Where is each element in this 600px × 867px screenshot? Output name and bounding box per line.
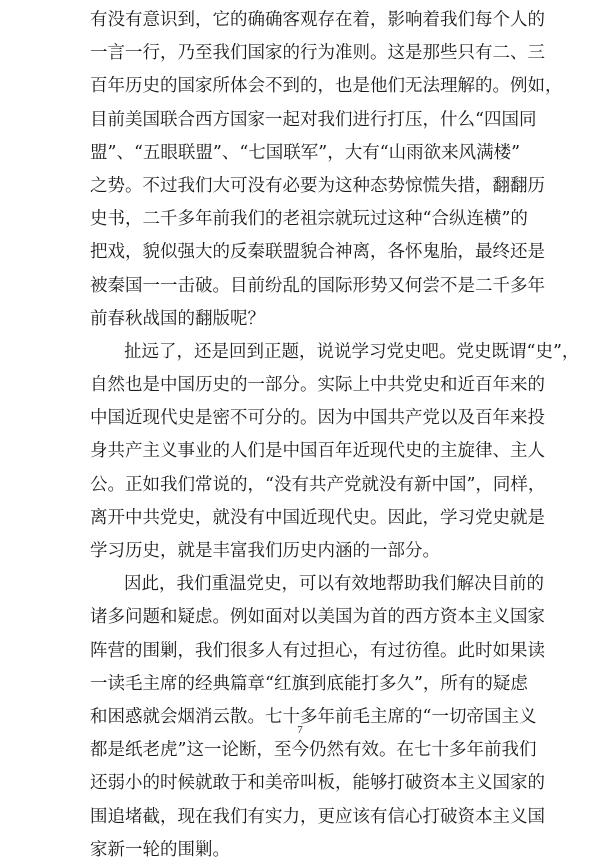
text-line: 诸多问题和疑虑。例如面对以美国为首的西方资本主义国家 (90, 607, 545, 628)
text-line: 扯远了，还是回到正题，说说学习党史吧。党史既谓“史”， (124, 341, 580, 362)
text-line: 和困惑就会烟消云散。七十多年前毛主席的“一切帝国主义 (90, 706, 537, 727)
text-line: 百年历史的国家所体会不到的，也是他们无法理解的。例如， (90, 76, 563, 97)
text-line: 被秦国一一击破。目前纷乱的国际形势又何尝不是二千多年 (90, 275, 545, 296)
text-line: 史书，二千多年前我们的老祖宗就玩过这种“合纵连横”的 (90, 209, 528, 230)
text-line: 围追堵截，现在我们有实力，更应该有信心打破资本主义国 (90, 806, 545, 827)
text-line: 盟”、“五眼联盟”、“七国联军”，大有“山雨欲来风满楼” (90, 142, 521, 163)
text-line: 一读毛主席的经典篇章“红旗到底能打多久”，所有的疑虑 (90, 673, 528, 694)
text-line: 之势。不过我们大可没有必要为这种态势惊慌失措，翻翻历 (90, 175, 545, 196)
text-line: 离开中共党史，就没有中国近现代史。因此，学习党史就是 (90, 507, 545, 528)
text-line: 还弱小的时候就敢于和美帝叫板，能够打破资本主义国家的 (90, 773, 545, 794)
page-number: 7 (297, 724, 303, 736)
text-line: 自然也是中国历史的一部分。实际上中共党史和近百年来的 (90, 375, 545, 396)
text-line: 一言一行，乃至我们国家的行为准则。这是那些只有二、三 (90, 43, 545, 64)
text-line: 阵营的围剿，我们很多人有过担心，有过彷徨。此时如果读 (90, 640, 545, 661)
text-line: 都是纸老虎”这一论断，至今仍然有效。在七十多年前我们 (90, 740, 537, 761)
text-line: 中国近现代史是密不可分的。因为中国共产党以及百年来投 (90, 408, 545, 429)
paragraph (90, 4, 563, 336)
text-line: 公。正如我们常说的，“没有共产党就没有新中国”，同样， (90, 474, 546, 495)
text-line: 学习历史，就是丰富我们历史内涵的一部分。 (90, 541, 440, 561)
text-line: 身共产主义事业的人们是中国百年近现代史的主旋律、主人 (90, 441, 545, 462)
text-line: 前春秋战国的翻版呢？ (90, 308, 265, 329)
text-line: 家新一轮的围剿。 (90, 839, 230, 860)
text-line: 因此，我们重温党史，可以有效地帮助我们解决目前的 (124, 574, 544, 595)
paragraph (90, 568, 545, 867)
body-text (90, 4, 580, 867)
text-line: 目前美国联合西方国家一起对我们进行打压，什么“四国同 (90, 109, 537, 130)
text-line: 有没有意识到，它的确确客观存在着，影响着我们每个人的 (90, 10, 545, 30)
paragraph (90, 336, 580, 568)
text-line: 把戏，貌似强大的反秦联盟貌合神离，各怀鬼胎，最终还是 (90, 242, 545, 263)
